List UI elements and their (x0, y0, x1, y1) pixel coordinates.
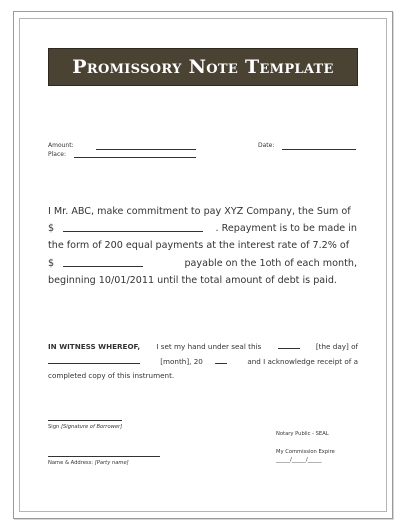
name-hint: [Party name] (94, 460, 129, 466)
amount-field[interactable] (96, 149, 196, 150)
payment-field[interactable] (63, 258, 143, 267)
signature-line[interactable] (48, 420, 122, 421)
name-address-line[interactable] (48, 456, 160, 457)
body-line-3-text: the form of 200 equal payments at the interest rate of 7.2% of (48, 240, 350, 252)
witness-line-2 (48, 355, 358, 370)
body-line-5-text: beginning 10/01/2011 until the total amount of debt is paid. (48, 274, 337, 286)
body-line-5 (48, 272, 357, 289)
sum-field[interactable] (63, 223, 203, 232)
date-field[interactable] (282, 149, 356, 150)
witness-line-2b: and I acknowledge receipt of a (247, 356, 358, 366)
body-line-1 (48, 203, 357, 220)
month-field[interactable] (48, 355, 140, 364)
notary-label: Notary Public - SEAL (276, 431, 329, 437)
title-banner (48, 48, 358, 86)
year-field[interactable] (215, 355, 227, 364)
body-line-4-text: payable on the 1oth of each month, (184, 257, 357, 269)
name-caption (48, 460, 129, 466)
witness-line-1b: [the day] of (315, 342, 358, 351)
amount-label: Amount: (48, 142, 74, 149)
body-line-1-text: I Mr. ABC, make commitment to pay XYZ Company, the Sum of (48, 206, 351, 217)
witness-line-1a: I set my hand under seal this (156, 342, 262, 351)
currency-symbol: $ (48, 223, 55, 235)
witness-paragraph (48, 340, 358, 384)
witness-line-3-text: completed copy of this instrument. (48, 371, 175, 380)
commission-date-field[interactable]: _____/_____/_____ (276, 457, 322, 463)
day-field[interactable] (278, 340, 300, 349)
witness-heading: IN WITNESS WHEREOF, (48, 342, 141, 351)
place-field[interactable] (74, 157, 196, 158)
sign-caption (48, 424, 122, 430)
body-line-3 (48, 237, 357, 254)
witness-line-3 (48, 369, 358, 384)
body-line-2-text: . Repayment is to be made in (215, 223, 357, 235)
sign-label: Sign (48, 424, 60, 430)
sign-hint: [Signature of Borrower] (60, 424, 123, 430)
place-label: Place: (48, 151, 66, 158)
body-line-2 (48, 220, 357, 237)
witness-line-1 (48, 340, 358, 355)
commission-label: My Commission Expire (276, 449, 335, 455)
name-label: Name & Address: (48, 460, 94, 466)
commitment-paragraph (48, 203, 357, 289)
document-title: Promissory Note Template (72, 56, 334, 78)
date-label: Date: (258, 142, 275, 149)
witness-line-2a: [month], 20 (160, 356, 203, 366)
currency-symbol-2: $ (48, 257, 55, 269)
body-line-4 (48, 255, 357, 272)
